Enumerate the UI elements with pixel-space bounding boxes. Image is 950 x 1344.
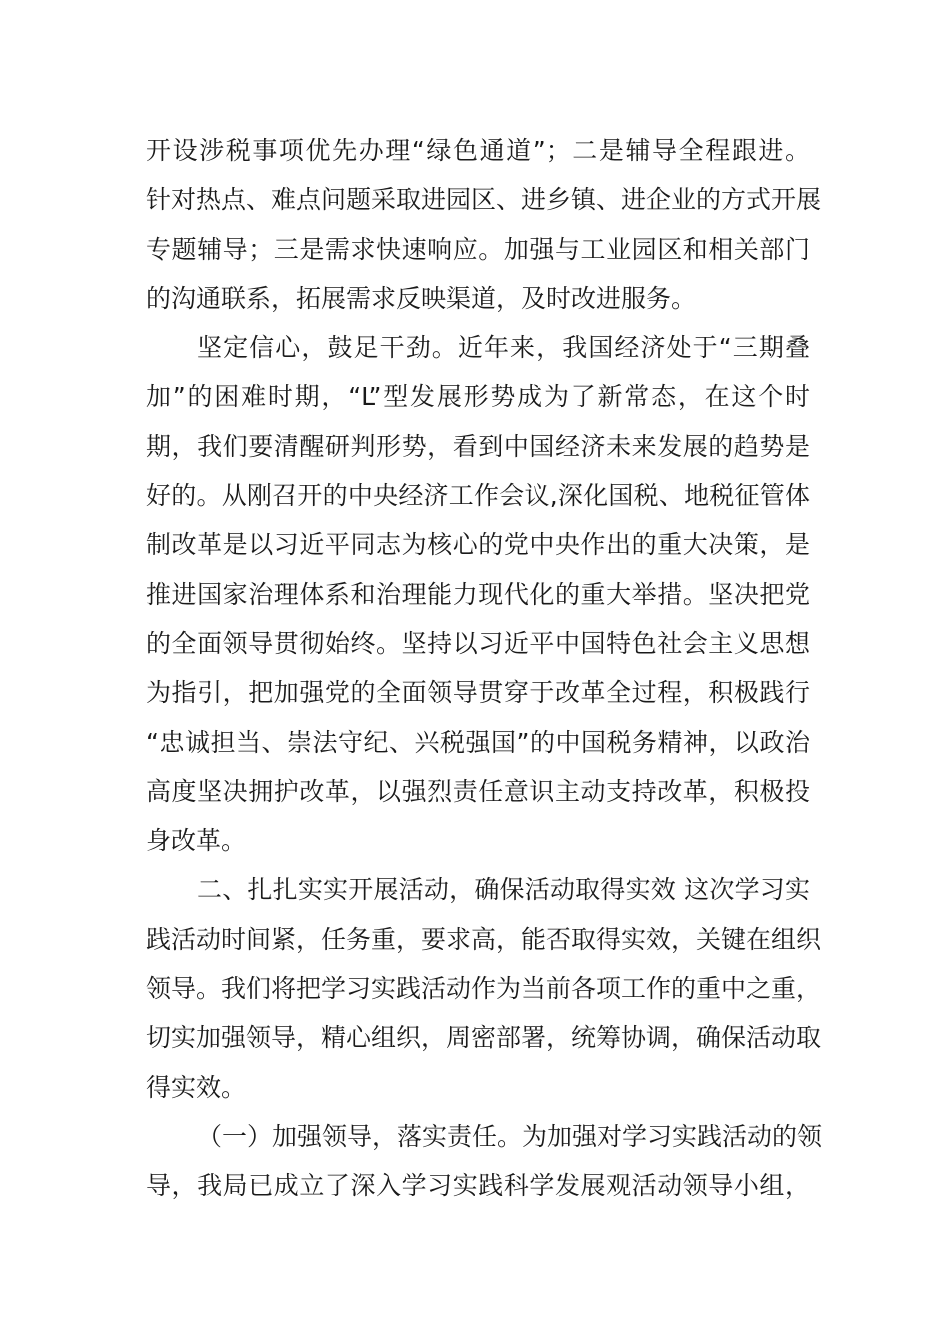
- text-line: 针对热点、难点问题采取进园区、进乡镇、进企业的方式开展: [146, 185, 822, 215]
- text-line: 为指引，把加强党的全面领导贯穿于改革全过程，积极践行: [146, 678, 810, 708]
- text-line: 制改革是以习近平同志为核心的党中央作出的重大决策，是: [146, 530, 810, 560]
- text-line: “忠诚担当、崇法守纪、兴税强国”的中国税务精神，以政治: [146, 727, 810, 757]
- text-line: 切实加强领导，精心组织，周密部署，统筹协调，确保活动取: [146, 1023, 822, 1053]
- text-line: 专题辅导；三是需求快速响应。加强与工业园区和相关部门: [146, 234, 810, 264]
- text-line: 得实效。: [146, 1072, 247, 1102]
- text-line: 期，我们要清醒研判形势，看到中国经济未来发展的趋势是: [146, 431, 810, 461]
- section-heading-line: 二、扎扎实实开展活动，确保活动取得实效 这次学习实: [197, 875, 810, 905]
- text-line: 导，我局已成立了深入学习实践科学发展观活动领导小组，: [146, 1171, 810, 1201]
- text-line: 身改革。: [146, 826, 247, 856]
- text-line: 的全面领导贯彻始终。坚持以习近平中国特色社会主义思想: [146, 628, 810, 658]
- text-line: 领导。我们将把学习实践活动作为当前各项工作的重中之重，: [146, 974, 822, 1004]
- text-line: 高度坚决拥护改革，以强烈责任意识主动支持改革，积极投: [146, 776, 810, 806]
- paragraph-start-line: 坚定信心，鼓足干劲。近年来，我国经济处于“三期叠: [197, 333, 810, 363]
- document-body: [146, 126, 823, 1211]
- text-line: 加”的困难时期，“L”型发展形势成为了新常态，在这个时: [146, 382, 810, 412]
- text-line: 好的。从刚召开的中央经济工作会议,深化国税、地税征管体: [146, 481, 810, 511]
- text-line: 践活动时间紧，任务重，要求高，能否取得实效，关键在组织: [146, 924, 822, 954]
- text-line: 的沟通联系，拓展需求反映渠道，及时改进服务。: [146, 283, 697, 313]
- text-line: 开设涉税事项优先办理“绿色通道”；二是辅导全程跟进。: [146, 136, 810, 165]
- subsection-heading-line: （一）加强领导，落实责任。为加强对学习实践活动的领: [197, 1121, 823, 1151]
- text-line: 推进国家治理体系和治理能力现代化的重大举措。坚决把党: [146, 579, 810, 609]
